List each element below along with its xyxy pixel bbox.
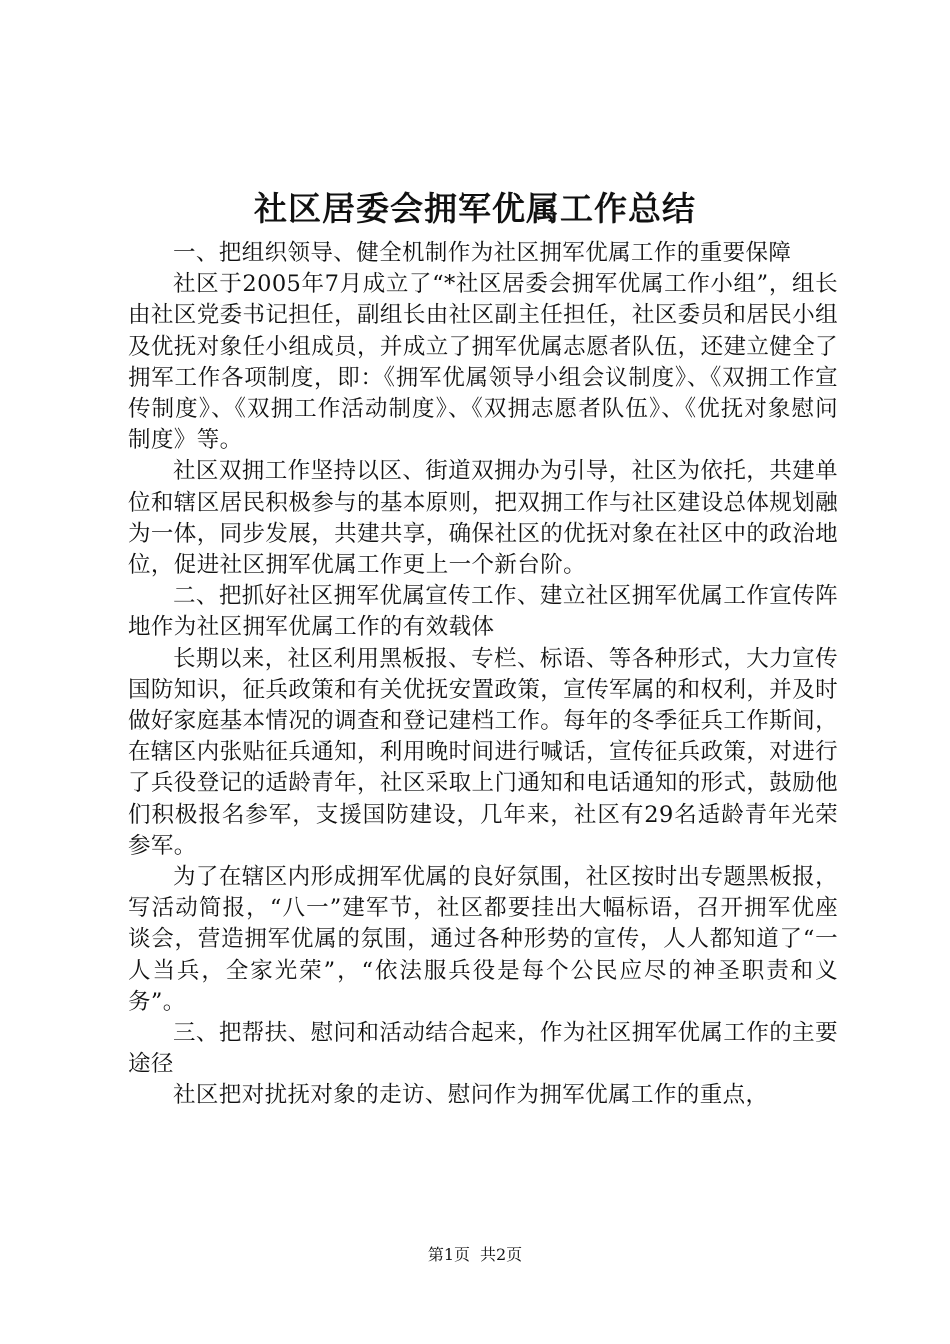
body-paragraph: 为了在辖区内形成拥军优属的良好氛围，社区按时出专题黑板报，写活动简报，“八一”建军节，社区都要挂出大幅标语，召开拥军优座谈会，营造拥军优属的氛围，通过各种形势的宣传，人人都知道了“一人当兵，全家光荣”，“依法服兵役是每个公民应尽的神圣职责和义务”。 [128, 864, 838, 1015]
page-footer [0, 1245, 950, 1265]
page-total: 共2页 [480, 1245, 523, 1264]
section-heading-3: 三、把帮扶、慰问和活动结合起来，作为社区拥军优属工作的主要途径 [128, 1020, 838, 1078]
body-paragraph: 社区于2005年7月成立了“*社区居委会拥军优属工作小组”，组长由社区党委书记担任，副组长由社区副主任担任，社区委员和居民小组及优抚对象任小组成员，并成立了拥军优属志愿者队伍，还建立健全了拥军工作各项制度，即：《拥军优属领导小组会议制度》、《双拥工作宣传制度》、《双拥工作活动制度》、《双拥志愿者队伍》、《优抚对象慰问制度》等。 [128, 271, 838, 454]
section-heading-1: 一、把组织领导、健全机制作为社区拥军优属工作的重要保障 [173, 240, 792, 266]
page-number: 第1页 [427, 1245, 470, 1264]
document-body [128, 238, 838, 1112]
body-paragraph: 社区双拥工作坚持以区、街道双拥办为引导，社区为依托，共建单位和辖区居民积极参与的基本原则，把双拥工作与社区建设总体规划融为一体，同步发展，共建共享，确保社区的优抚对象在社区中的政治地位，促进社区拥军优属工作更上一个新台阶。 [128, 458, 838, 579]
section-heading-2: 二、把抓好社区拥军优属宣传工作、建立社区拥军优属工作宣传阵地作为社区拥军优属工作的有效载体 [128, 583, 838, 641]
body-paragraph: 社区把对扰抚对象的走访、慰问作为拥军优属工作的重点， [173, 1082, 769, 1109]
document-title: 社区居委会拥军优属工作总结 [254, 189, 696, 228]
body-paragraph: 长期以来，社区利用黑板报、专栏、标语、等各种形式，大力宣传国防知识，征兵政策和有关优抚安置政策，宣传军属的和权利，并及时做好家庭基本情况的调查和登记建档工作。每年的冬季征兵工作斯间，在辖区内张贴征兵通知，利用晚时间进行喊话，宣传征兵政策，对进行了兵役登记的适龄青年，社区采取上门通知和电话通知的形式，鼓励他们积极报名参军，支援国防建设，几年来，社区有29名适龄青年光荣参军。 [128, 645, 838, 859]
